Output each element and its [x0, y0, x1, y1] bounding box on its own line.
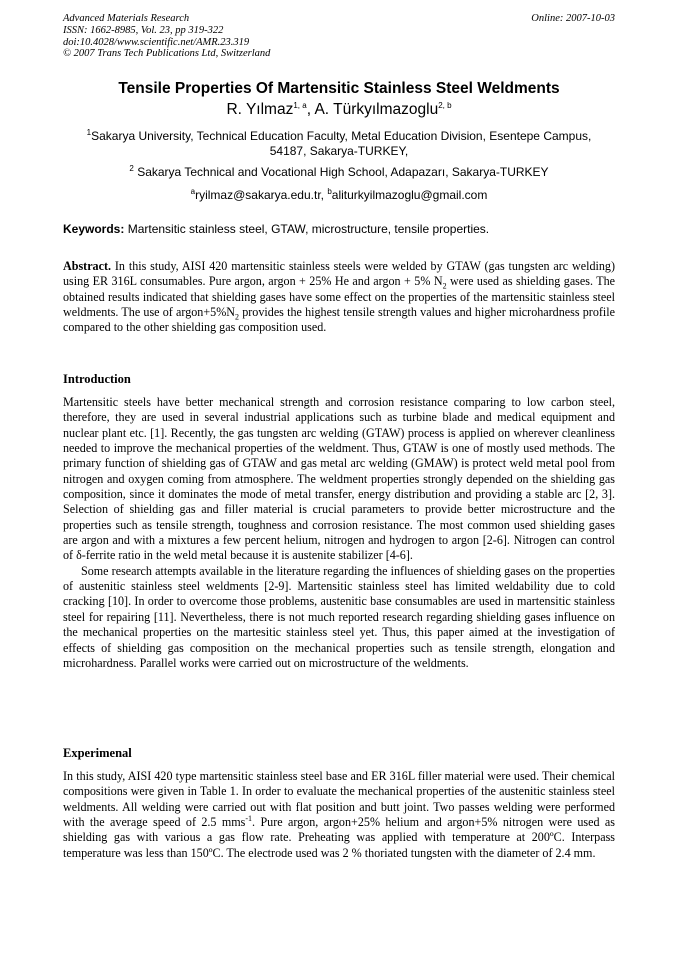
author-2: A. Türkyılmazoglu	[314, 101, 439, 118]
abstract-text-1: In this study, AISI 420 martensitic stainless steels were welded by GTAW (gas tungsten arc welding) using ER 316L consumables. Pure argon, argon + 25% He and argon + 5% N	[63, 259, 615, 289]
author-1: R. Yılmaz	[226, 101, 294, 118]
online-date: Online: 2007-10-03	[531, 13, 615, 24]
email-b-marker: b	[327, 187, 332, 196]
author-1-affil: 1, a	[293, 100, 307, 110]
introduction-body	[63, 395, 615, 671]
abstract-label: Abstract.	[63, 259, 112, 273]
experimental-text-1: In this study, AISI 420 type martensitic stainless steel base and ER 316L filler material were used. Their chemical compositions were given in Table 1. In order to evaluate the mechanical properties of the austenitic stainless steel weldments. All welding were carried out with flat position and butt joint. Two passes welding were performed with the average speed of 2.5 mms	[63, 769, 615, 830]
affiliation-1-line2: 54187, Sakarya-TURKEY,	[269, 144, 409, 158]
author-line	[40, 100, 638, 120]
abstract-text-2: were used as shielding gases. The obtained results indicated that shielding gases have some effect on the properties of the martensitic stainless steel weldments. The use of argon+5%N	[63, 274, 615, 320]
email-line	[60, 188, 618, 203]
copyright-line: © 2007 Trans Tech Publications Ltd, Switzerland	[63, 48, 271, 60]
abstract-text-3: provides the highest tensile strength values and higher microhardness profile compared to the other shielding gas composition used.	[63, 305, 616, 335]
abstract-subscript-1: 2	[442, 281, 447, 291]
author-separator: ,	[306, 101, 315, 118]
abstract	[63, 259, 615, 336]
affiliation-2-text: Sakarya Technical and Vocational High School, Adapazarı, Sakarya-TURKEY	[133, 165, 549, 179]
paper-title: Tensile Properties Of Martensitic Stainless Steel Weldments	[118, 80, 560, 97]
issn-line: ISSN: 1662-8985, Vol. 23, pp 319-322	[63, 24, 224, 36]
keywords-text: Martensitic stainless steel, GTAW, microstructure, tensile properties.	[124, 222, 490, 236]
intro-paragraph-2: Some research attempts available in the literature regarding the influences of shielding gases on the properties of austenitic stainless steel weldments [2-9]. Martensitic stainless steel has limited weldability due to cold cracking [10]. In order to overcome those problems, austenitic base consumables are used in martensitic stainless steel for repairing [11]. Nevertheless, there is not much reported research regarding shielding gases influence on the mechanical properties on the martesitic stainless steel yet. Thus, this paper aimed at the investigation of effects of shielding gas composition on the mechanical properties such as tensile strength, elongation and microhardness. Parallel works were carried out on microstructure of the weldments.	[63, 563, 615, 670]
journal-name: Advanced Materials Research	[63, 13, 190, 24]
introduction-heading: Introduction	[63, 372, 131, 386]
doi-line: doi:10.4028/www.scientific.net/AMR.23.319	[63, 36, 250, 48]
affiliation-2-marker: 2	[129, 164, 134, 173]
affiliation-1-line1: Sakarya University, Technical Education Faculty, Metal Education Division, Esentepe Campus,	[91, 129, 592, 143]
author-2-affil: 2, b	[438, 100, 452, 110]
journal-header	[63, 13, 615, 60]
keywords-label: Keywords:	[63, 222, 125, 236]
experimental-text-2: . Pure argon, argon+25% helium and argon+5% nitrogen were used as shielding gas with various a gas flow rate. Preheating was applied with temperature at 200ºC. Interpass temperature was less than 150ºC. The electrode used was 2 % thoriated tungsten with the diameter of 2.4 mm.	[63, 815, 615, 860]
experimental-body	[63, 769, 615, 861]
affiliation-1-marker: 1	[86, 128, 92, 137]
affiliation-2	[60, 165, 618, 180]
email-a: ryilmaz@sakarya.edu.tr,	[195, 188, 328, 202]
experimental-superscript: -1	[245, 814, 253, 823]
keywords	[63, 222, 615, 237]
email-b: aliturkyilmazoglu@gmail.com	[331, 188, 488, 202]
intro-paragraph-1: Martensitic steels have better mechanical strength and corrosion resistance comparing to low carbon steel, therefore, they are used in several industrial applications such as turbine blade and medical equipment and nuclear plant etc. [1]. Recently, the gas tungsten arc welding (GTAW) process is applied on wherever cleanliness needed to improve the mechanical properties of the weldment. Thus, GTAW is one of mostly used methods. The primary function of shielding gas of GTAW and gas metal arc welding (GMAW) is protect weld metal pool from nitrogen and oxygen coming from atmosphere. The weldment properties strongly depended on the shielding gas composition, since it dominates the mode of metal transfer, energy distribution and providing a stable arc [2, 3]. Selection of shielding gas and filler material is crucial parameters to provide better microstructure and the properties such as tensile strength, toughness and corrosion resistance. The most common used shielding gases are argon and with a mixtures a few percent helium, nitrogen and hydrogen to argon [2-6]. Nitrogen can control of δ-ferrite ratio in the weld metal because it is austenite stabilizer [4-6].	[63, 395, 615, 563]
email-a-marker: a	[190, 187, 196, 196]
abstract-subscript-2: 2	[235, 312, 240, 322]
affiliation-1	[60, 129, 618, 159]
experimental-heading: Experimenal	[63, 746, 132, 760]
